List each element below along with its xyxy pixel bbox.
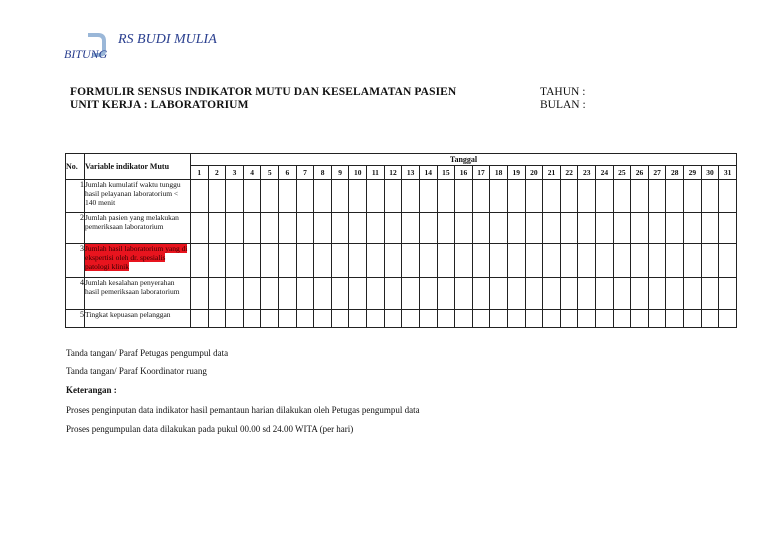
day-cell[interactable] xyxy=(331,213,349,244)
day-cell[interactable] xyxy=(208,244,226,278)
day-header-25: 25 xyxy=(613,166,631,180)
day-cell[interactable] xyxy=(243,180,261,213)
day-cell[interactable] xyxy=(719,180,737,213)
day-cell[interactable] xyxy=(419,244,437,278)
day-cell[interactable] xyxy=(437,244,455,278)
day-header-27: 27 xyxy=(648,166,666,180)
row-variable xyxy=(85,213,191,244)
day-cell[interactable] xyxy=(525,213,543,244)
day-cell[interactable] xyxy=(261,180,279,213)
bulan-label: BULAN : xyxy=(540,99,586,111)
day-cell[interactable] xyxy=(684,180,702,213)
keterangan-heading: Keterangan : xyxy=(66,385,117,395)
day-cell[interactable] xyxy=(648,180,666,213)
day-header-9: 9 xyxy=(331,166,349,180)
day-cell[interactable] xyxy=(349,278,367,310)
day-cell[interactable] xyxy=(613,180,631,213)
census-table xyxy=(65,153,737,328)
day-cell[interactable] xyxy=(419,180,437,213)
day-cell[interactable] xyxy=(331,310,349,328)
day-cell[interactable] xyxy=(367,213,385,244)
day-cell[interactable] xyxy=(719,244,737,278)
day-header-11: 11 xyxy=(367,166,385,180)
day-cell[interactable] xyxy=(349,310,367,328)
day-cell[interactable] xyxy=(208,278,226,310)
day-cell[interactable] xyxy=(543,213,561,244)
day-cell[interactable] xyxy=(525,244,543,278)
day-header-19: 19 xyxy=(507,166,525,180)
row-variable xyxy=(85,244,191,278)
day-cell[interactable] xyxy=(490,180,508,213)
day-cell[interactable] xyxy=(331,180,349,213)
day-header-28: 28 xyxy=(666,166,684,180)
day-cell[interactable] xyxy=(314,213,332,244)
day-cell[interactable] xyxy=(560,310,578,328)
day-cell[interactable] xyxy=(437,213,455,244)
day-cell[interactable] xyxy=(684,310,702,328)
day-cell[interactable] xyxy=(631,244,649,278)
day-cell[interactable] xyxy=(507,244,525,278)
day-cell[interactable] xyxy=(701,310,719,328)
day-header-4: 4 xyxy=(243,166,261,180)
day-header-18: 18 xyxy=(490,166,508,180)
signature-koordinator: Tanda tangan/ Paraf Koordinator ruang xyxy=(66,366,207,376)
day-cell[interactable] xyxy=(543,180,561,213)
day-cell[interactable] xyxy=(226,310,244,328)
table-row xyxy=(66,278,737,310)
day-header-13: 13 xyxy=(402,166,420,180)
day-cell[interactable] xyxy=(578,278,596,310)
day-cell[interactable] xyxy=(596,244,614,278)
day-cell[interactable] xyxy=(543,244,561,278)
day-cell[interactable] xyxy=(226,278,244,310)
col-no-header: No. xyxy=(66,154,85,180)
day-cell[interactable] xyxy=(384,310,402,328)
day-cell[interactable] xyxy=(455,244,473,278)
hospital-city: BITUNG xyxy=(64,47,108,61)
day-cell[interactable] xyxy=(666,244,684,278)
day-cell[interactable] xyxy=(666,310,684,328)
day-cell[interactable] xyxy=(648,213,666,244)
day-cell[interactable] xyxy=(208,213,226,244)
day-cell[interactable] xyxy=(684,244,702,278)
day-cell[interactable] xyxy=(226,244,244,278)
row-variable-label: Jumlah kumulatif waktu tunggu hasil pelayanan laboratorium < 140 menit xyxy=(85,180,181,207)
day-header-3: 3 xyxy=(226,166,244,180)
day-cell[interactable] xyxy=(314,244,332,278)
day-cell[interactable] xyxy=(402,278,420,310)
day-cell[interactable] xyxy=(384,278,402,310)
row-number: 2 xyxy=(66,213,85,244)
form-title: FORMULIR SENSUS INDIKATOR MUTU DAN KESELAMATAN PASIEN xyxy=(70,86,457,98)
day-cell[interactable] xyxy=(296,244,314,278)
day-cell[interactable] xyxy=(560,180,578,213)
row-variable xyxy=(85,310,191,328)
table-row xyxy=(66,180,737,213)
day-cell[interactable] xyxy=(472,244,490,278)
day-cell[interactable] xyxy=(191,180,209,213)
day-cell[interactable] xyxy=(367,310,385,328)
row-number: 5 xyxy=(66,310,85,328)
day-header-14: 14 xyxy=(419,166,437,180)
day-cell[interactable] xyxy=(472,278,490,310)
hospital-name: RS BUDI MULIA xyxy=(118,32,217,47)
day-cell[interactable] xyxy=(648,278,666,310)
day-cell[interactable] xyxy=(419,213,437,244)
day-header-31: 31 xyxy=(719,166,737,180)
day-cell[interactable] xyxy=(279,310,297,328)
day-cell[interactable] xyxy=(243,213,261,244)
day-cell[interactable] xyxy=(402,213,420,244)
day-cell[interactable] xyxy=(208,180,226,213)
day-cell[interactable] xyxy=(314,278,332,310)
day-cell[interactable] xyxy=(279,180,297,213)
day-cell[interactable] xyxy=(701,278,719,310)
day-cell[interactable] xyxy=(296,310,314,328)
day-cell[interactable] xyxy=(191,244,209,278)
day-cell[interactable] xyxy=(507,278,525,310)
day-cell[interactable] xyxy=(279,244,297,278)
day-cell[interactable] xyxy=(631,180,649,213)
row-variable-label: Jumlah kesalahan penyerahan hasil pemeriksaan laboratorium xyxy=(85,278,180,296)
day-cell[interactable] xyxy=(437,310,455,328)
day-cell[interactable] xyxy=(560,244,578,278)
day-cell[interactable] xyxy=(331,278,349,310)
day-header-8: 8 xyxy=(314,166,332,180)
day-cell[interactable] xyxy=(490,244,508,278)
day-cell[interactable] xyxy=(719,213,737,244)
day-cell[interactable] xyxy=(402,310,420,328)
day-header-1: 1 xyxy=(191,166,209,180)
day-cell[interactable] xyxy=(419,278,437,310)
day-cell[interactable] xyxy=(613,310,631,328)
day-cell[interactable] xyxy=(243,244,261,278)
row-variable xyxy=(85,278,191,310)
row-number: 1 xyxy=(66,180,85,213)
day-header-17: 17 xyxy=(472,166,490,180)
day-cell[interactable] xyxy=(613,278,631,310)
day-cell[interactable] xyxy=(596,278,614,310)
day-cell[interactable] xyxy=(701,244,719,278)
day-cell[interactable] xyxy=(437,278,455,310)
day-cell[interactable] xyxy=(666,213,684,244)
day-cell[interactable] xyxy=(543,278,561,310)
table-row xyxy=(66,244,737,278)
day-cell[interactable] xyxy=(631,213,649,244)
col-tanggal-header: Tanggal xyxy=(191,154,737,166)
day-cell[interactable] xyxy=(596,180,614,213)
day-cell[interactable] xyxy=(296,278,314,310)
day-cell[interactable] xyxy=(419,310,437,328)
day-cell[interactable] xyxy=(648,310,666,328)
day-cell[interactable] xyxy=(543,310,561,328)
day-cell[interactable] xyxy=(296,180,314,213)
day-cell[interactable] xyxy=(701,213,719,244)
day-cell[interactable] xyxy=(349,213,367,244)
day-header-10: 10 xyxy=(349,166,367,180)
day-cell[interactable] xyxy=(578,310,596,328)
row-number: 3 xyxy=(66,244,85,278)
day-cell[interactable] xyxy=(226,180,244,213)
day-cell[interactable] xyxy=(525,180,543,213)
day-cell[interactable] xyxy=(525,310,543,328)
day-cell[interactable] xyxy=(666,278,684,310)
day-cell[interactable] xyxy=(402,180,420,213)
day-cell[interactable] xyxy=(472,213,490,244)
day-cell[interactable] xyxy=(243,278,261,310)
day-cell[interactable] xyxy=(631,278,649,310)
day-cell[interactable] xyxy=(331,244,349,278)
day-cell[interactable] xyxy=(296,213,314,244)
day-header-6: 6 xyxy=(279,166,297,180)
table-body xyxy=(66,180,737,328)
day-cell[interactable] xyxy=(472,180,490,213)
day-header-26: 26 xyxy=(631,166,649,180)
day-cell[interactable] xyxy=(191,310,209,328)
day-cell[interactable] xyxy=(507,180,525,213)
day-cell[interactable] xyxy=(367,278,385,310)
day-cell[interactable] xyxy=(208,310,226,328)
day-cell[interactable] xyxy=(191,213,209,244)
day-cell[interactable] xyxy=(648,244,666,278)
col-variable-header: Variable indikator Mutu xyxy=(85,154,191,180)
day-cell[interactable] xyxy=(279,278,297,310)
day-cell[interactable] xyxy=(384,213,402,244)
table-row xyxy=(66,310,737,328)
day-cell[interactable] xyxy=(261,310,279,328)
day-cell[interactable] xyxy=(613,244,631,278)
hospital-logo xyxy=(64,30,224,64)
day-header-30: 30 xyxy=(701,166,719,180)
day-cell[interactable] xyxy=(437,180,455,213)
day-cell[interactable] xyxy=(490,278,508,310)
day-header-23: 23 xyxy=(578,166,596,180)
table-row xyxy=(66,213,737,244)
day-header-29: 29 xyxy=(684,166,702,180)
row-variable xyxy=(85,180,191,213)
day-cell[interactable] xyxy=(384,180,402,213)
day-cell[interactable] xyxy=(578,213,596,244)
day-header-21: 21 xyxy=(543,166,561,180)
day-cell[interactable] xyxy=(243,310,261,328)
day-cell[interactable] xyxy=(349,244,367,278)
day-cell[interactable] xyxy=(261,213,279,244)
day-header-24: 24 xyxy=(596,166,614,180)
day-cell[interactable] xyxy=(455,310,473,328)
day-cell[interactable] xyxy=(578,244,596,278)
day-cell[interactable] xyxy=(701,180,719,213)
day-cell[interactable] xyxy=(684,213,702,244)
day-cell[interactable] xyxy=(314,180,332,213)
day-cell[interactable] xyxy=(455,180,473,213)
day-cell[interactable] xyxy=(613,213,631,244)
day-cell[interactable] xyxy=(507,310,525,328)
day-header-22: 22 xyxy=(560,166,578,180)
day-cell[interactable] xyxy=(191,278,209,310)
day-cell[interactable] xyxy=(578,180,596,213)
day-cell[interactable] xyxy=(490,310,508,328)
day-cell[interactable] xyxy=(279,213,297,244)
day-cell[interactable] xyxy=(349,180,367,213)
day-cell[interactable] xyxy=(596,310,614,328)
day-header-16: 16 xyxy=(455,166,473,180)
day-cell[interactable] xyxy=(261,278,279,310)
row-variable-label: Tingkat kepuasan pelanggan xyxy=(85,310,171,319)
day-header-7: 7 xyxy=(296,166,314,180)
day-cell[interactable] xyxy=(455,278,473,310)
keterangan-note-1: Proses penginputan data indikator hasil pemantaun harian dilakukan oleh Petugas pengumpul data xyxy=(66,405,420,415)
keterangan-note-2: Proses pengumpulan data dilakukan pada pukul 00.00 sd 24.00 WITA (per hari) xyxy=(66,424,354,434)
day-cell[interactable] xyxy=(402,244,420,278)
day-header-20: 20 xyxy=(525,166,543,180)
day-cell[interactable] xyxy=(472,310,490,328)
day-cell[interactable] xyxy=(507,213,525,244)
day-cell[interactable] xyxy=(719,278,737,310)
day-cell[interactable] xyxy=(631,310,649,328)
day-cell[interactable] xyxy=(367,244,385,278)
day-cell[interactable] xyxy=(719,310,737,328)
day-cell[interactable] xyxy=(261,244,279,278)
day-cell[interactable] xyxy=(666,180,684,213)
signature-petugas: Tanda tangan/ Paraf Petugas pengumpul data xyxy=(66,348,229,358)
day-cell[interactable] xyxy=(226,213,244,244)
day-header-2: 2 xyxy=(208,166,226,180)
day-header-5: 5 xyxy=(261,166,279,180)
row-variable-label: Jumlah pasien yang melakukan pemeriksaan laboratorium xyxy=(85,213,179,231)
day-cell[interactable] xyxy=(560,213,578,244)
unit-kerja: UNIT KERJA : LABORATORIUM xyxy=(70,99,249,111)
day-cell[interactable] xyxy=(455,213,473,244)
row-variable-label: Jumlah hasil laboratorium yang di ekspertisi oleh dr. spesialis patologi klinik xyxy=(85,244,188,271)
day-cell[interactable] xyxy=(490,213,508,244)
tahun-label: TAHUN : xyxy=(540,86,586,98)
day-cell[interactable] xyxy=(314,310,332,328)
day-cell[interactable] xyxy=(684,278,702,310)
day-cell[interactable] xyxy=(384,244,402,278)
day-cell[interactable] xyxy=(596,213,614,244)
day-cell[interactable] xyxy=(525,278,543,310)
day-cell[interactable] xyxy=(560,278,578,310)
row-number: 4 xyxy=(66,278,85,310)
day-cell[interactable] xyxy=(367,180,385,213)
day-header-12: 12 xyxy=(384,166,402,180)
day-header-15: 15 xyxy=(437,166,455,180)
